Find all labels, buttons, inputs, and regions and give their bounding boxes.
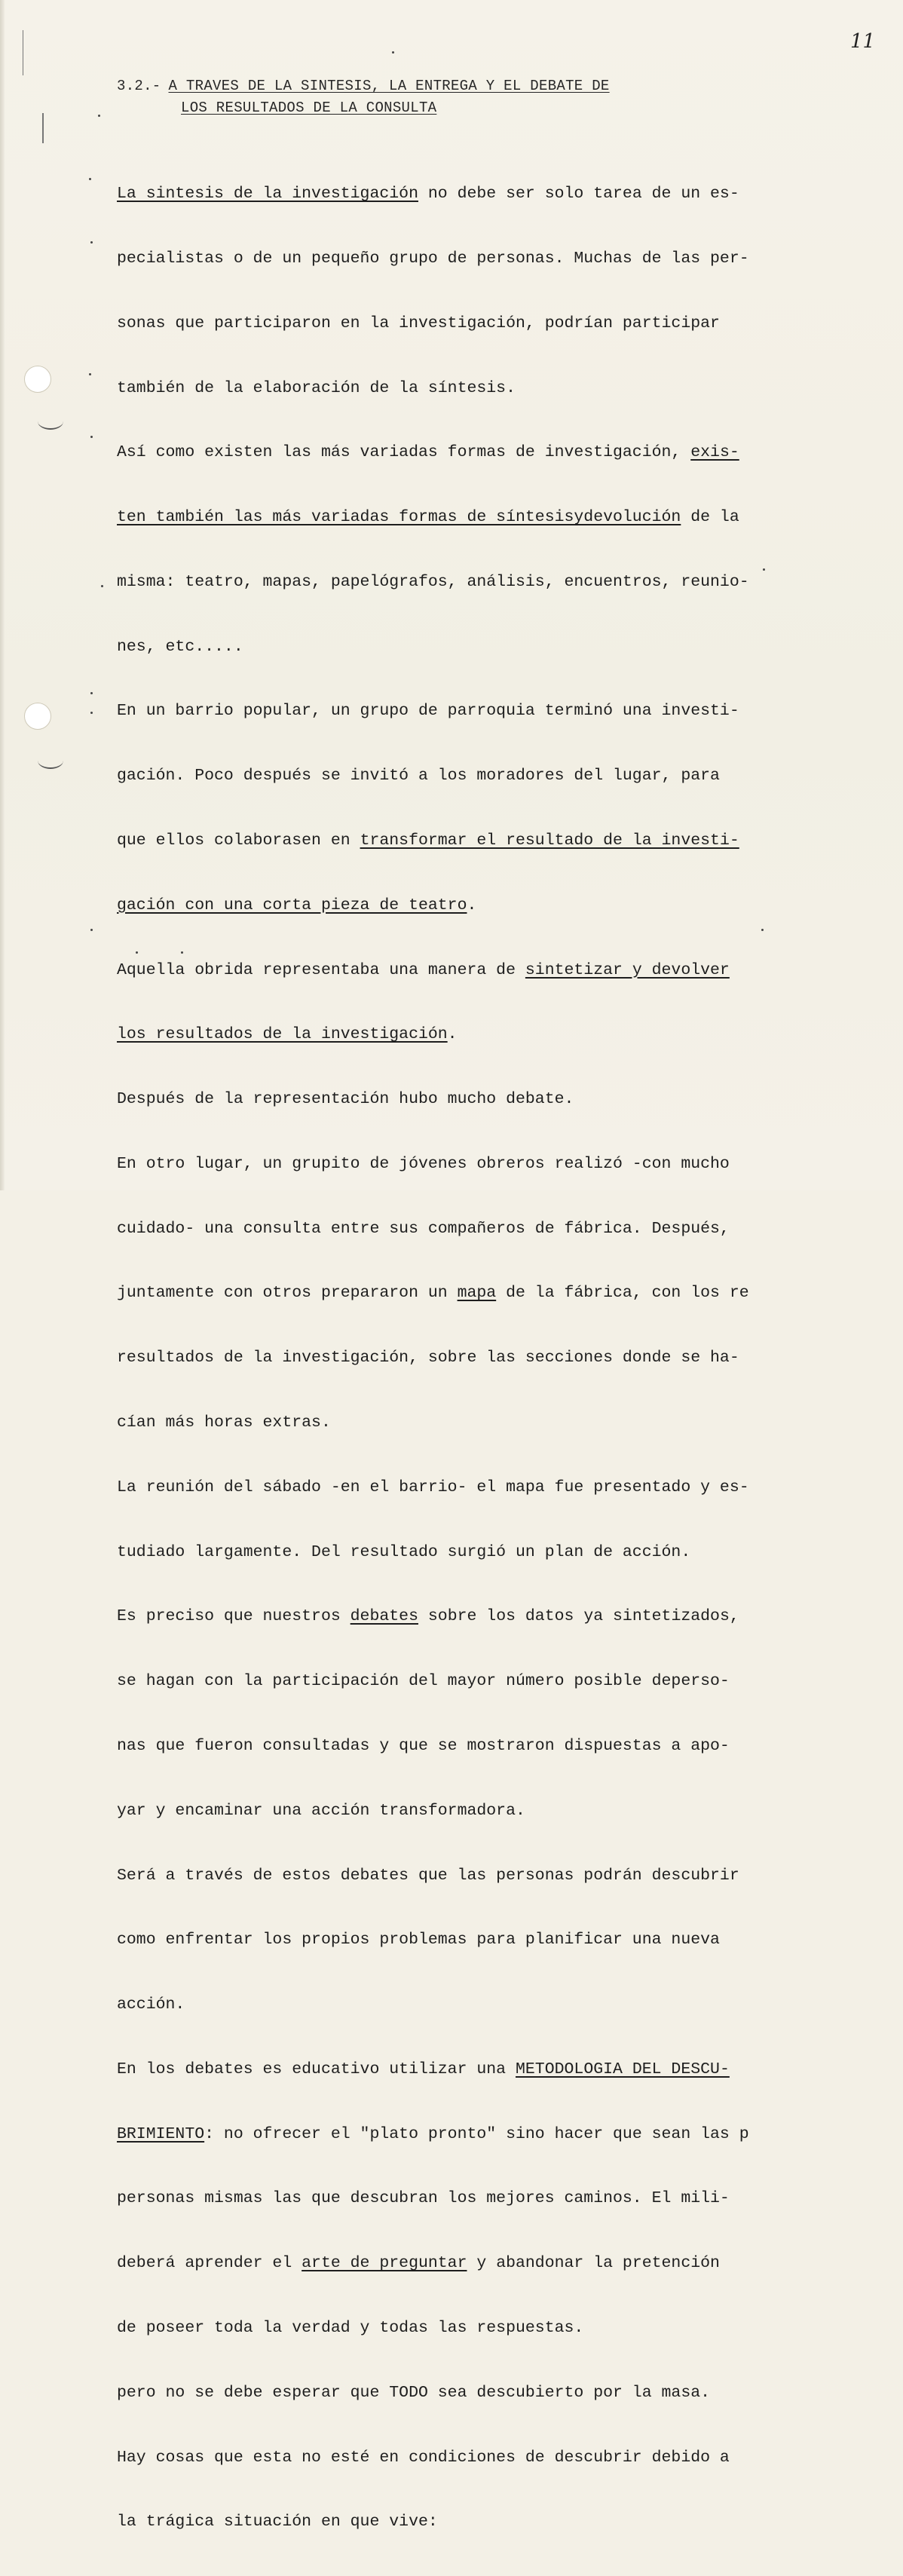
text-run: deberá aprender el <box>117 2254 302 2273</box>
underlined-phrase: debates <box>350 1607 418 1626</box>
text-line <box>117 2059 840 2081</box>
punch-hole-top <box>24 366 51 393</box>
page-number: 11 <box>850 30 876 53</box>
text-line: Hay cosas que esta no esté en condiciones de descubrir debido a <box>117 2448 730 2467</box>
text-run: no debe ser solo tarea de un es- <box>418 185 739 204</box>
text-line <box>117 507 840 528</box>
text-line: pecialistas o de un pequeño grupo de personas. Muchas de las per- <box>117 249 749 268</box>
underlined-phrase: sintetizar y devolver <box>525 960 730 979</box>
underlined-phrase: exis- <box>690 443 739 462</box>
text-run: Es preciso que nuestros <box>117 1607 350 1626</box>
text-line: la trágica situación en que vive: <box>117 2513 438 2532</box>
text-line <box>117 895 840 917</box>
text-line: nes, etc..... <box>117 637 243 656</box>
section-heading <box>117 75 610 119</box>
speck <box>90 436 93 438</box>
speck <box>90 241 93 244</box>
text-run: . <box>447 1025 458 1044</box>
text-line: pero no se debe esperar que TODO sea descubierto por la masa. <box>117 2383 711 2402</box>
text-line <box>117 1606 840 1628</box>
underlined-phrase: arte de preguntar <box>302 2254 467 2273</box>
text-line: resultados de la investigación, sobre las secciones donde se ha- <box>117 1349 739 1368</box>
speck <box>89 373 91 375</box>
text-run: Aquella obrida representaba una manera de <box>117 960 525 979</box>
text-line: Será a través de estos debates que las personas podrán descubrir <box>117 1866 739 1885</box>
text-run: sobre los datos ya sintetizados, <box>418 1607 739 1626</box>
text-line <box>117 442 840 464</box>
text-run: . <box>467 896 477 914</box>
text-line: misma: teatro, mapas, papelógrafos, análisis, encuentros, reunio- <box>117 572 749 591</box>
speck <box>90 712 93 714</box>
text-line: nas que fueron consultadas y que se mostraron dispuestas a apo- <box>117 1736 730 1755</box>
underlined-phrase: mapa <box>457 1284 497 1303</box>
text-line: cían más horas extras. <box>117 1414 331 1432</box>
text-line <box>117 830 840 852</box>
text-run: que ellos colaborasen en <box>117 832 360 850</box>
text-run: Así como existen las más variadas formas de investigación, <box>117 443 691 462</box>
speck <box>90 929 93 931</box>
speck <box>98 115 100 117</box>
text-line <box>117 1282 840 1304</box>
text-line: En un barrio popular, un grupo de parroquia terminó una investi- <box>117 702 739 721</box>
page-left-edge <box>0 0 5 1190</box>
speck <box>89 178 91 180</box>
underlined-phrase: los resultados de la investigación <box>117 1025 448 1044</box>
text-line: personas mismas las que descubran los mejores caminos. El mili- <box>117 2189 730 2208</box>
text-line <box>117 960 840 982</box>
text-run: de la fábrica, con los re <box>496 1284 749 1303</box>
underlined-phrase: transformar el resultado de la investi- <box>360 832 739 850</box>
speck <box>90 692 93 694</box>
margin-mark <box>42 113 44 143</box>
body-text <box>117 140 840 2576</box>
text-line: tudiado largamente. Del resultado surgió un plan de acción. <box>117 1542 691 1561</box>
text-line: como enfrentar los propios problemas para planificar una nueva <box>117 1931 720 1950</box>
heading-line-2: LOS RESULTADOS DE LA CONSULTA <box>181 100 437 116</box>
binder-mark <box>38 413 63 430</box>
text-line: también de la elaboración de la síntesis. <box>117 378 516 397</box>
text-run: En los debates es educativo utilizar una <box>117 2060 516 2078</box>
text-line: Después de la representación hubo mucho debate. <box>117 1090 574 1109</box>
underlined-phrase: ten también las más variadas formas de síntesisydevolución <box>117 508 681 527</box>
text-line <box>117 183 840 205</box>
text-line: En otro lugar, un grupito de jóvenes obreros realizó -con mucho <box>117 1154 730 1173</box>
text-line: cuidado- una consulta entre sus compañeros de fábrica. Después, <box>117 1219 730 1238</box>
text-line: acción. <box>117 1996 185 2014</box>
underlined-phrase: La sintesis de la investigación <box>117 185 418 204</box>
speck <box>392 51 394 54</box>
underlined-phrase: BRIMIENTO <box>117 2124 205 2143</box>
text-line: La reunión del sábado -en el barrio- el mapa fue presentado y es- <box>117 1478 749 1496</box>
text-run: de la <box>681 508 739 527</box>
heading-number: 3.2.- <box>117 78 161 94</box>
speck <box>101 585 103 587</box>
underlined-phrase: METODOLOGIA DEL DESCU- <box>516 2060 730 2078</box>
underlined-phrase: gación con una corta pieza de teatro <box>117 896 467 914</box>
punch-hole-middle <box>24 703 51 730</box>
heading-line-1: A TRAVES DE LA SINTESIS, LA ENTREGA Y EL DEBATE DE <box>168 78 610 94</box>
text-run: juntamente con otros prepararon un <box>117 1284 458 1303</box>
binder-mark <box>38 752 63 769</box>
text-line: yar y encaminar una acción transformadora. <box>117 1801 525 1820</box>
text-line <box>117 2253 840 2274</box>
text-run: y abandonar la pretención <box>467 2254 720 2273</box>
text-line: se hagan con la participación del mayor número posible deperso- <box>117 1672 730 1691</box>
text-line: gación. Poco después se invitó a los moradores del lugar, para <box>117 767 720 786</box>
text-run: : no ofrecer el "plato pronto" sino hacer que sean las p <box>204 2124 749 2143</box>
text-line <box>117 2124 840 2146</box>
text-line: sonas que participaron en la investigación, podrían participar <box>117 314 720 332</box>
text-line <box>117 1024 840 1046</box>
text-line: de poseer toda la verdad y todas las respuestas. <box>117 2318 584 2337</box>
